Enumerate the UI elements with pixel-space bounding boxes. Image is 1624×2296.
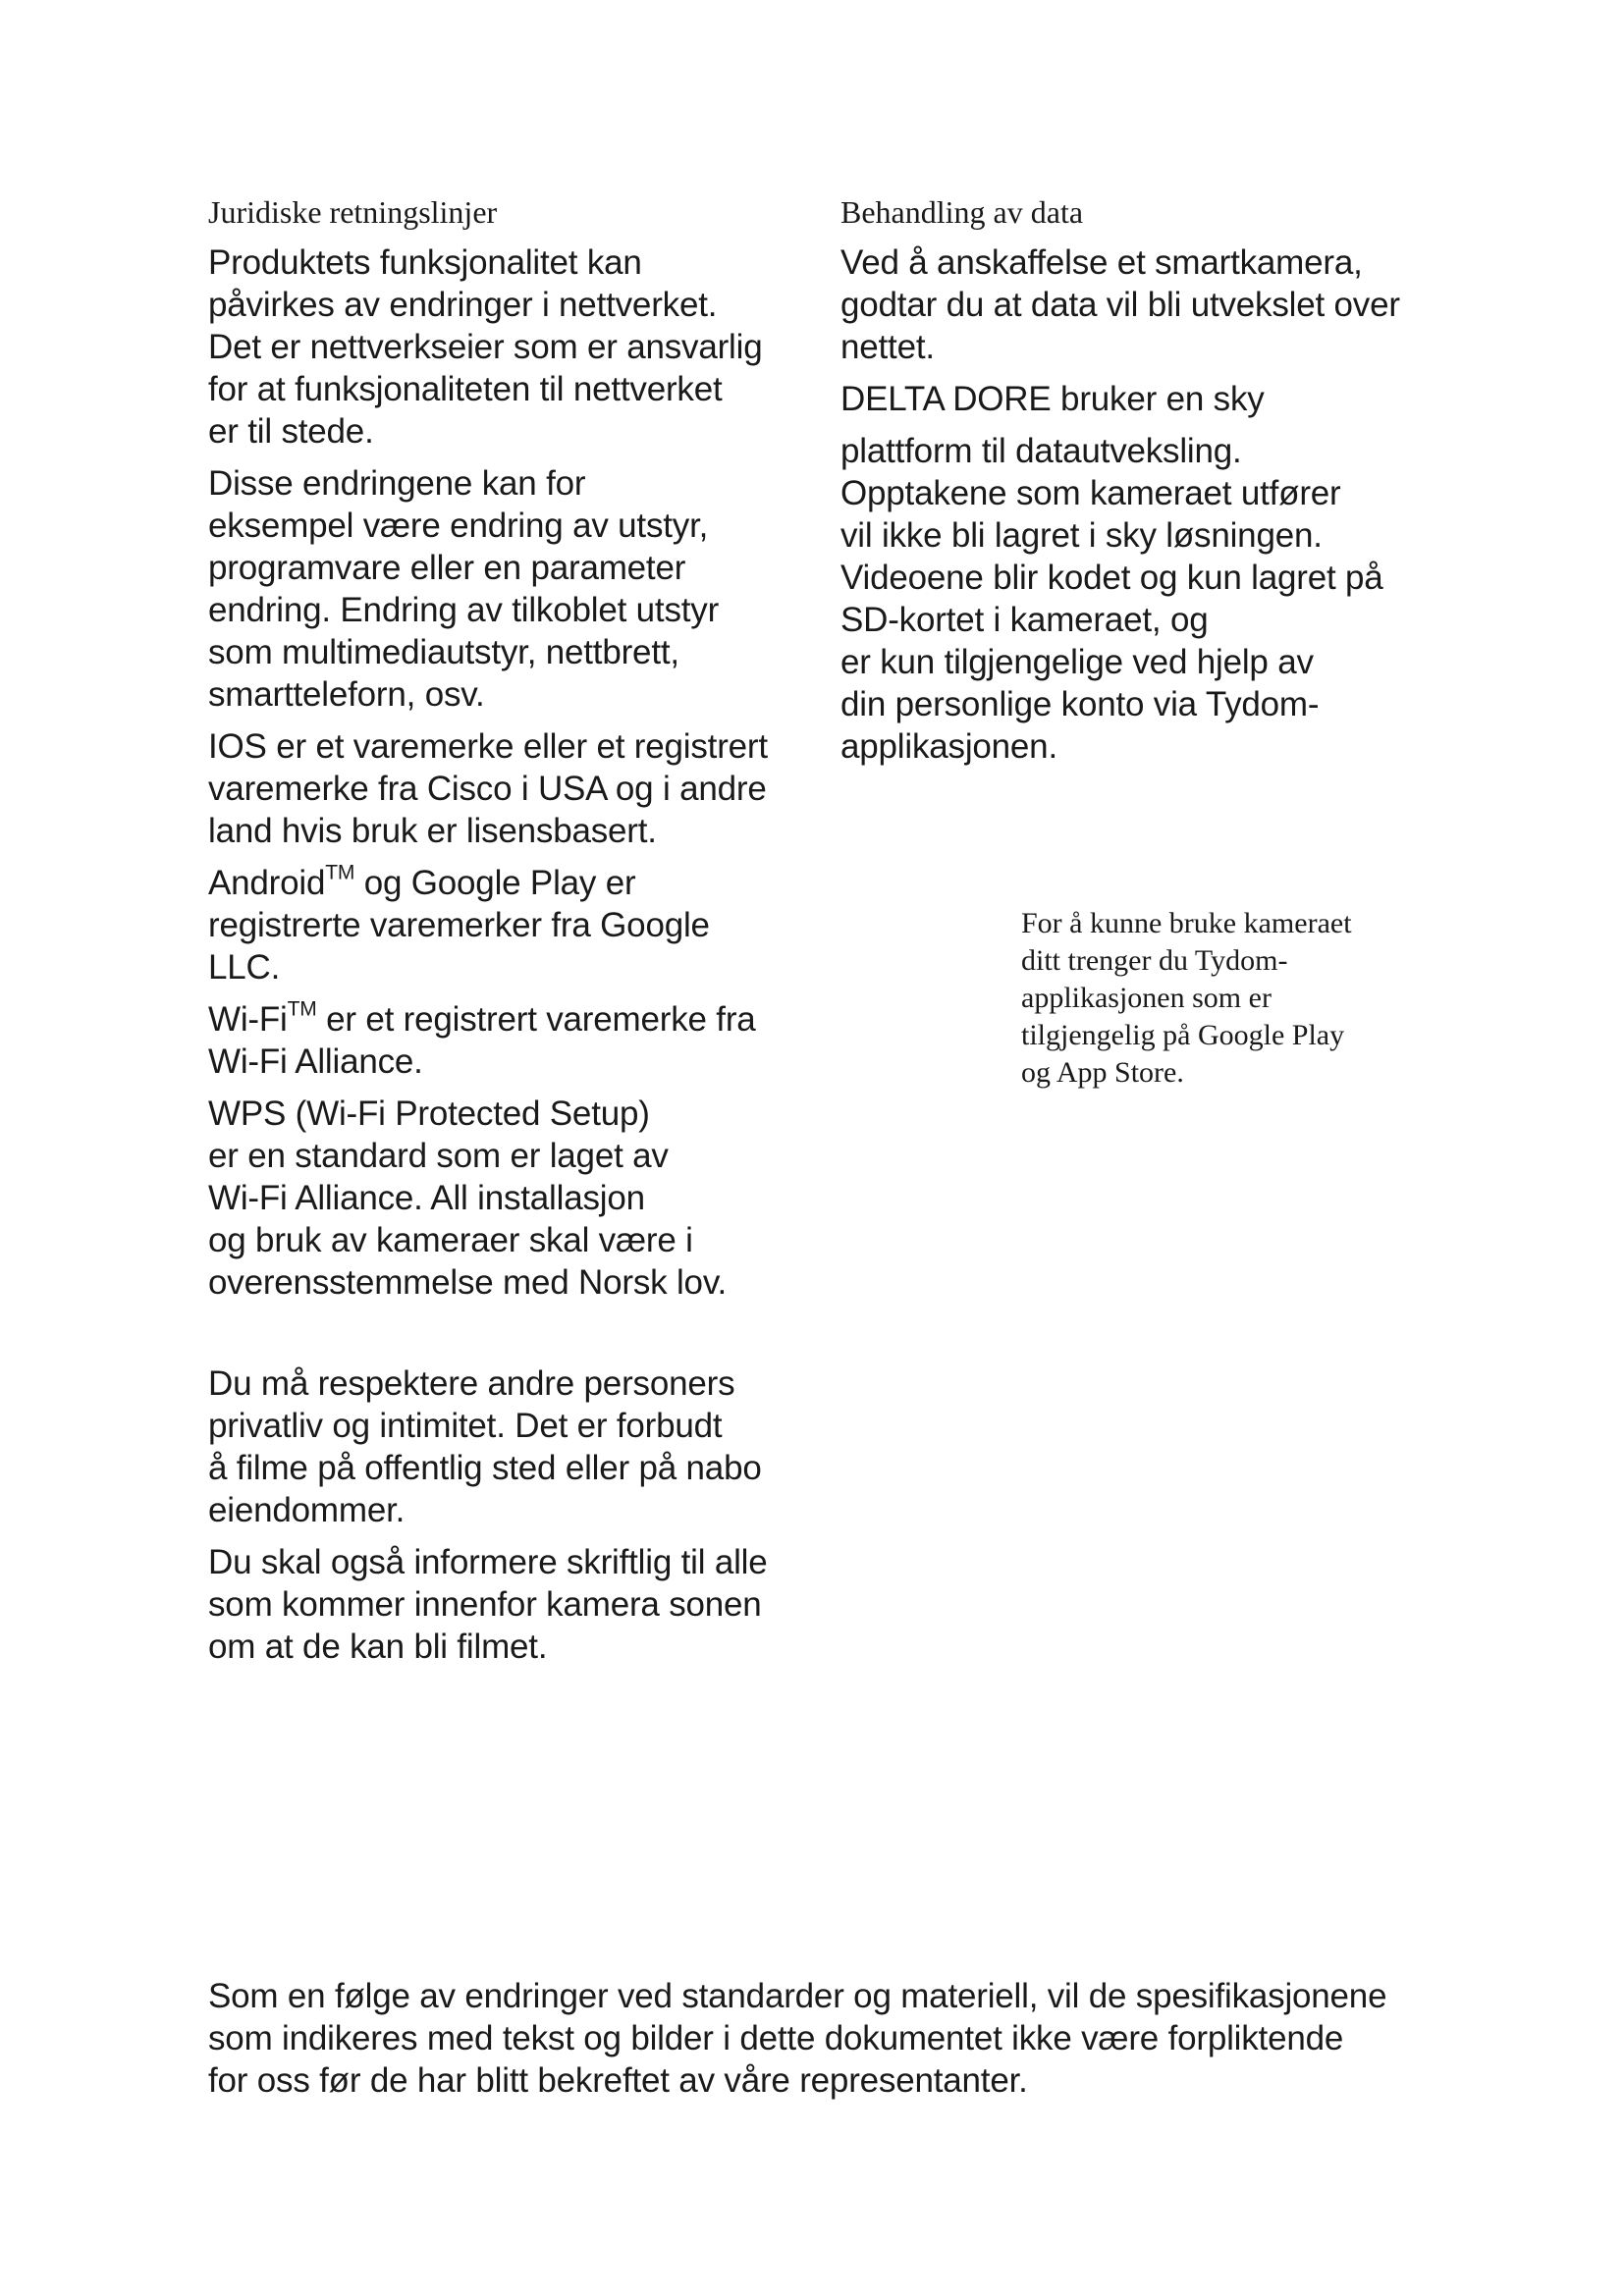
wifi-label: Wi-Fi — [208, 1000, 288, 1039]
text-line: å filme på offentlig sted eller på nabo — [208, 1449, 762, 1487]
paragraph-android-trademark — [208, 862, 817, 988]
text-line: nettet. — [840, 328, 935, 366]
text-line: LLC. — [208, 948, 281, 987]
data-handling-heading: Behandling av data — [840, 194, 1084, 230]
right-column — [840, 192, 1449, 777]
text-line: For å kunne bruke kameraet — [1021, 907, 1352, 939]
text-line: og bruk av kameraer skal være i — [208, 1221, 693, 1259]
text-line: programvare eller en parameter — [208, 549, 686, 587]
text-line: Videoene blir kodet og kun lagret på — [840, 559, 1383, 597]
text-line: er en standard som er laget av — [208, 1137, 669, 1175]
text-line: WPS (Wi-Fi Protected Setup) — [208, 1095, 650, 1133]
spacer — [208, 1313, 817, 1362]
text-line: varemerke fra Cisco i USA og i andre — [208, 770, 767, 808]
text-line — [208, 862, 817, 904]
text-line: SD-kortet i kameraet, og — [840, 601, 1209, 639]
paragraph-storage — [840, 430, 1449, 768]
text-fragment: og Google Play er — [354, 864, 636, 902]
paragraph-wifi-trademark — [208, 998, 817, 1083]
text-line: godtar du at data vil bli utvekslet over — [840, 286, 1400, 324]
legal-heading: Juridiske retningslinjer — [208, 194, 498, 230]
text-line: Wi-Fi Alliance. All installasjon — [208, 1179, 645, 1217]
text-line: applikasjonen. — [840, 727, 1057, 766]
text-line: for oss før de har blitt bekreftet av våre representanter. — [208, 2061, 1028, 2100]
text-line: om at de kan bli filmet. — [208, 1628, 548, 1666]
text-line: Opptakene som kameraet utfører — [840, 474, 1341, 512]
text-line: plattform til datautveksling. — [840, 432, 1242, 470]
tydom-app-note — [1021, 905, 1434, 1092]
text-line: Du må respektere andre personers — [208, 1364, 735, 1403]
text-line: påvirkes av endringer i nettverket. — [208, 286, 718, 324]
text-line: ditt trenger du Tydom- — [1021, 944, 1288, 977]
trademark-symbol: TM — [287, 997, 317, 1021]
text-line: privatliv og intimitet. Det er forbudt — [208, 1407, 723, 1445]
paragraph-network-functionality — [208, 241, 817, 453]
text-line: Det er nettverkseier som er ansvarlig — [208, 328, 763, 366]
text-line: applikasjonen som er — [1021, 982, 1272, 1014]
paragraph-inform-filmed — [208, 1541, 817, 1668]
text-line: eksempel være endring av utstyr, — [208, 507, 709, 545]
text-line: tilgjengelig på Google Play — [1021, 1019, 1345, 1051]
paragraph-ios-trademark — [208, 725, 817, 852]
text-line: som multimediautstyr, nettbrett, — [208, 633, 679, 671]
text-line: registrerte varemerker fra Google — [208, 906, 710, 944]
text-line — [208, 998, 817, 1041]
text-line: og App Store. — [1021, 1056, 1184, 1089]
text-line: din personlige konto via Tydom- — [840, 685, 1320, 723]
text-line: endring. Endring av tilkoblet utstyr — [208, 591, 720, 629]
text-line: Wi-Fi Alliance. — [208, 1042, 423, 1081]
text-line: som kommer innenfor kamera sonen — [208, 1585, 762, 1624]
text-line: er kun tilgjengelige ved hjelp av — [840, 643, 1314, 681]
text-line: Produktets funksjonalitet kan — [208, 243, 642, 282]
text-line: er til stede. — [208, 412, 374, 451]
text-fragment: er et registrert varemerke fra — [316, 1000, 756, 1039]
text-line: DELTA DORE bruker en sky — [840, 380, 1265, 418]
text-line: Som en følge av endringer ved standarder og materiell, vil de spesifikasjonene — [208, 1977, 1387, 2015]
text-line: IOS er et varemerke eller et registrert — [208, 727, 768, 766]
text-line: vil ikke bli lagret i sky løsningen. — [840, 516, 1323, 555]
text-line: overensstemmelse med Norsk lov. — [208, 1263, 728, 1302]
text-line: som indikeres med tekst og bilder i dette dokumentet ikke være forpliktende — [208, 2019, 1344, 2057]
paragraph-data-exchange — [840, 241, 1449, 368]
paragraph-privacy — [208, 1362, 817, 1531]
paragraph-changes-examples — [208, 462, 817, 716]
text-line: Du skal også informere skriftlig til alle — [208, 1543, 768, 1581]
text-line: eiendommer. — [208, 1491, 406, 1529]
paragraph-delta-dore-cloud — [840, 378, 1449, 420]
text-line: Ved å anskaffelse et smartkamera, — [840, 243, 1363, 282]
android-label: Android — [208, 864, 326, 902]
left-column — [208, 192, 817, 1678]
text-line: land hvis bruk er lisensbasert. — [208, 812, 657, 850]
paragraph-wps-law — [208, 1093, 817, 1304]
text-line: for at funksjonaliteten til nettverket — [208, 370, 723, 408]
footer-disclaimer — [208, 1975, 1445, 2102]
text-line: Disse endringene kan for — [208, 464, 586, 503]
text-line: smartteleforn, osv. — [208, 675, 485, 714]
trademark-symbol: TM — [325, 861, 355, 884]
